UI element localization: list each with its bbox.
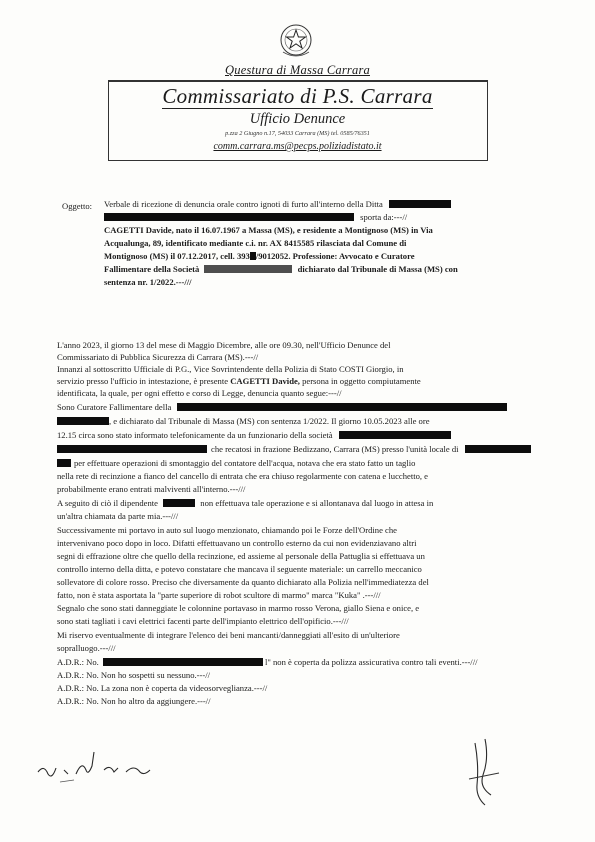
complainant-name: CAGETTI Davide, — [230, 376, 300, 386]
subject-text-5a: Montignoso (MS) il 07.12.2017, cell. 393 — [104, 251, 250, 261]
adr-text: A.D.R.: No. — [57, 657, 99, 667]
redaction-block — [177, 403, 507, 412]
body-line: Mi riservo eventualmente di integrare l'elenco dei beni mancanti/danneggiati all'esito di un'ulteriore — [57, 630, 400, 640]
body-line: Innanzi al sottoscritto Ufficiale di P.G., Vice Sovrintendente della Polizia di Stato COSTI Giorgio, in — [57, 364, 404, 374]
questura-heading: Questura di Massa Carrara — [225, 63, 370, 77]
subject-line-3: CAGETTI Davide, nato il 16.07.1967 a Massa (MS), e residente a Montignoso (MS) in Via — [104, 225, 433, 235]
commissariato-text: Commissariato di P.S. Carrara — [162, 84, 433, 108]
subject-line-5 — [104, 250, 415, 262]
body-line — [57, 429, 451, 441]
subject-label: Oggetto: — [62, 201, 93, 211]
redaction-block — [339, 431, 451, 440]
body-line: Commissariato di Pubblica Sicurezza di Carrara (MS).---// — [57, 352, 259, 362]
office-address: p.zza 2 Giugno n.17, 54033 Carrara (MS) tel. 0585/76351 — [225, 130, 370, 137]
body-line: controllo interno della ditta, e potevo constatare che mancava il seguente materiale: un carrello meccanico — [57, 564, 422, 574]
subject-text-2: sporta da:---// — [360, 212, 408, 222]
body-line: L'anno 2023, il giorno 13 del mese di Maggio Dicembre, alle ore 09.30, nell'Ufficio Denunce del — [57, 340, 391, 350]
body-line: sono stati tagliati i cavi elettrici facenti parte dell'impianto elettrico dell'opificio.---/// — [57, 616, 349, 626]
body-line: Segnalo che sono stati danneggiate le colonnine portavaso in marmo rosso Verona, giallo Siena e onice, e — [57, 603, 420, 613]
body-text: non effettuava tale operazione e si allontanava dal luogo in attesa in — [200, 498, 434, 508]
body-text: 12.15 circa sono stato informato telefonicamente da un funzionario della società — [57, 430, 333, 440]
redaction-block — [103, 658, 263, 667]
subject-text-5b: /9012052. Professione: Avvocato e Curatore — [255, 251, 415, 261]
body-text: persona in oggetto compiutamente — [299, 376, 421, 386]
redaction-block — [57, 417, 109, 426]
commissariato-heading — [0, 84, 595, 109]
body-text: Sono Curatore Fallimentare della — [57, 402, 172, 412]
italian-republic-emblem-icon — [278, 22, 314, 60]
subject-text-1: Verbale di ricezione di denuncia orale contro ignoti di furto all'interno della Ditta — [104, 199, 383, 209]
subject-text-6b: dichiarato dal Tribunale di Massa (MS) con — [297, 264, 458, 274]
body-line: Successivamente mi portavo in auto sul luogo menzionato, chiamando poi le Forze dell'Ordine che — [57, 525, 397, 535]
body-line: sopralluogo.---/// — [57, 643, 116, 653]
adr-line: A.D.R.: No. Non ho sospetti su nessuno.---// — [57, 670, 211, 680]
subject-line-1 — [104, 198, 451, 210]
body-line: segni di effrazione oltre che quello della recinzione, ed assieme al personale della Pattuglia si effettuava un — [57, 551, 425, 561]
redaction-block — [57, 459, 71, 468]
body-text: , e dichiarato dal Tribunale di Massa (MS) con sentenza 1/2022. Il giorno 10.05.2023 alle ore — [109, 416, 430, 426]
subject-line-7: sentenza nr. 1/2022.---/// — [104, 277, 192, 287]
adr-text: l" non è coperta da polizza assicurativa contro tali eventi.---/// — [264, 657, 478, 667]
body-text: servizio presso l'ufficio in intestazione, è presente — [57, 376, 231, 386]
body-line: fatto, non è stata asportata la "parte superiore di robot scultore di marmo" marca "Kuka" .---/// — [57, 590, 381, 600]
subject-line-6 — [104, 263, 458, 275]
complainant-signature — [30, 730, 180, 790]
redaction-block — [465, 445, 531, 454]
body-line: sollevatore di colore rosso. Preciso che diversamente da quanto dichiarato alla Polizia nell'immediatezza del — [57, 577, 429, 587]
body-line — [57, 457, 415, 469]
body-line — [57, 401, 507, 413]
body-line: probabilmente erano entrati malviventi all'interno.---/// — [57, 484, 246, 494]
body-text: che recatosi in frazione Bedizzano, Carrara (MS) presso l'unità locale di — [211, 444, 459, 454]
body-line — [57, 497, 433, 509]
body-line — [57, 443, 531, 455]
body-text: per effettuare operazioni di smontaggio del contatore dell'acqua, notava che era stato fatto un taglio — [74, 458, 416, 468]
office-email: comm.carrara.ms@pecps.poliziadistato.it — [213, 141, 382, 152]
subject-line-4: Acqualunga, 89, identificato mediante c.i. nr. AX 8415585 rilasciata dal Comune di — [104, 238, 407, 248]
body-text: A seguito di ciò il dipendente — [57, 498, 158, 508]
redaction-block — [163, 499, 195, 508]
body-line: identificata, la quale, per ogni effetto e corso di Legge, denuncia quanto segue:---// — [57, 388, 342, 398]
redaction-block — [57, 445, 207, 454]
body-line — [57, 415, 430, 427]
subject-text-6a: Fallimentare della Società — [104, 264, 200, 274]
subject-line-2 — [104, 211, 407, 223]
adr-line: A.D.R.: No. La zona non è coperta da videosorveglianza.---// — [57, 683, 268, 693]
body-line: intervenivano poco dopo in loco. Difatti effettuavano un controllo esterno da cui non evidenziavano altri — [57, 538, 417, 548]
officer-signature — [455, 735, 525, 810]
body-line: un'altra chiamata da parte mia.---/// — [57, 511, 179, 521]
adr-line: A.D.R.: No. Non ho altro da aggiungere.---// — [57, 696, 211, 706]
body-line — [57, 375, 421, 387]
redaction-block — [389, 200, 451, 209]
ufficio-heading: Ufficio Denunce — [249, 111, 346, 127]
redaction-block — [104, 213, 354, 222]
body-line: nella rete di recinzione a fianco del cancello di entrata che era chiuso regolarmente con catena e lucchetto, e — [57, 471, 428, 481]
redaction-block — [204, 265, 292, 274]
adr-line — [57, 656, 477, 668]
